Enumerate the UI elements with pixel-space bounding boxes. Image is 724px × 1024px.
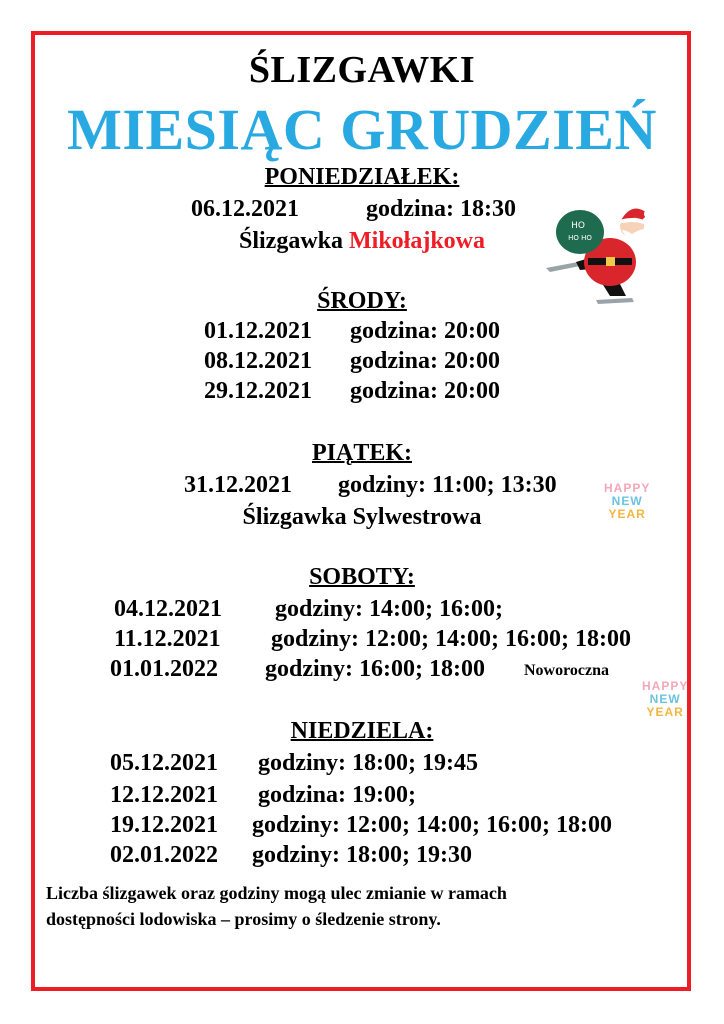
hny2-new: NEW: [649, 692, 681, 706]
wed-time-1: godzina: 20:00: [350, 318, 500, 344]
friday-date: 31.12.2021: [184, 472, 292, 498]
sat-date-1: 04.12.2021: [114, 596, 222, 622]
sun-date-1: 05.12.2021: [110, 750, 218, 776]
page-title: ŚLIZGAWKI: [248, 49, 476, 91]
hny-new: NEW: [611, 494, 643, 508]
sun-date-4: 02.01.2022: [110, 842, 218, 868]
sunday-header: NIEDZIELA:: [290, 718, 434, 744]
wed-date-1: 01.12.2021: [204, 318, 312, 344]
hny-year: YEAR: [608, 507, 646, 521]
footer-note: [46, 880, 507, 932]
sat-time-1: godziny: 14:00; 16:00;: [275, 596, 503, 622]
monday-event-prefix: Ślizgawka: [238, 228, 343, 254]
wed-time-3: godzina: 20:00: [350, 378, 500, 404]
bag-text-1: HO: [571, 221, 585, 231]
hny-happy: HAPPY: [604, 481, 651, 495]
sat-time-2: godziny: 12:00; 14:00; 16:00; 18:00: [271, 626, 631, 652]
sun-time-2: godzina: 19:00;: [258, 782, 416, 808]
friday-header: PIĄTEK:: [311, 440, 412, 466]
sun-time-1: godziny: 18:00; 19:45: [258, 750, 478, 776]
footer-note-line-1: Liczba ślizgawek oraz godziny mogą ulec zmianie w ramach: [46, 883, 507, 903]
monday-header: PONIEDZIAŁEK:: [264, 164, 460, 190]
month-heading: MIESIĄC GRUDZIEŃ: [67, 97, 657, 162]
sat-time-3: godziny: 16:00; 18:00: [265, 656, 485, 682]
friday-time: godziny: 11:00; 13:30: [338, 472, 557, 498]
saturday-header: SOBOTY:: [309, 564, 415, 590]
sat-extra-3: Noworoczna: [524, 662, 610, 679]
happy-new-year-icon: [604, 482, 650, 521]
hny2-year: YEAR: [646, 705, 684, 719]
friday-event: Ślizgawka Sylwestrowa: [242, 504, 482, 530]
monday-time: godzina: 18:30: [366, 196, 516, 222]
wed-date-3: 29.12.2021: [204, 378, 312, 404]
sun-time-4: godziny: 18:00; 19:30: [252, 842, 472, 868]
happy-new-year-icon-2: [642, 680, 688, 719]
bag-text-2: HO HO: [568, 234, 592, 242]
sat-date-3: 01.01.2022: [110, 656, 218, 682]
monday-date: 06.12.2021: [191, 196, 299, 222]
wed-date-2: 08.12.2021: [204, 348, 312, 374]
wed-time-2: godzina: 20:00: [350, 348, 500, 374]
sun-time-3: godziny: 12:00; 14:00; 16:00; 18:00: [252, 812, 612, 838]
hny2-happy: HAPPY: [642, 679, 689, 693]
wednesday-header: ŚRODY:: [317, 288, 407, 314]
sun-date-3: 19.12.2021: [110, 812, 218, 838]
monday-event-name: Mikołajkowa: [349, 228, 486, 254]
sat-date-2: 11.12.2021: [114, 626, 221, 652]
sun-date-2: 12.12.2021: [110, 782, 218, 808]
footer-note-line-2: dostępności lodowiska – prosimy o śledzenie strony.: [46, 909, 441, 929]
